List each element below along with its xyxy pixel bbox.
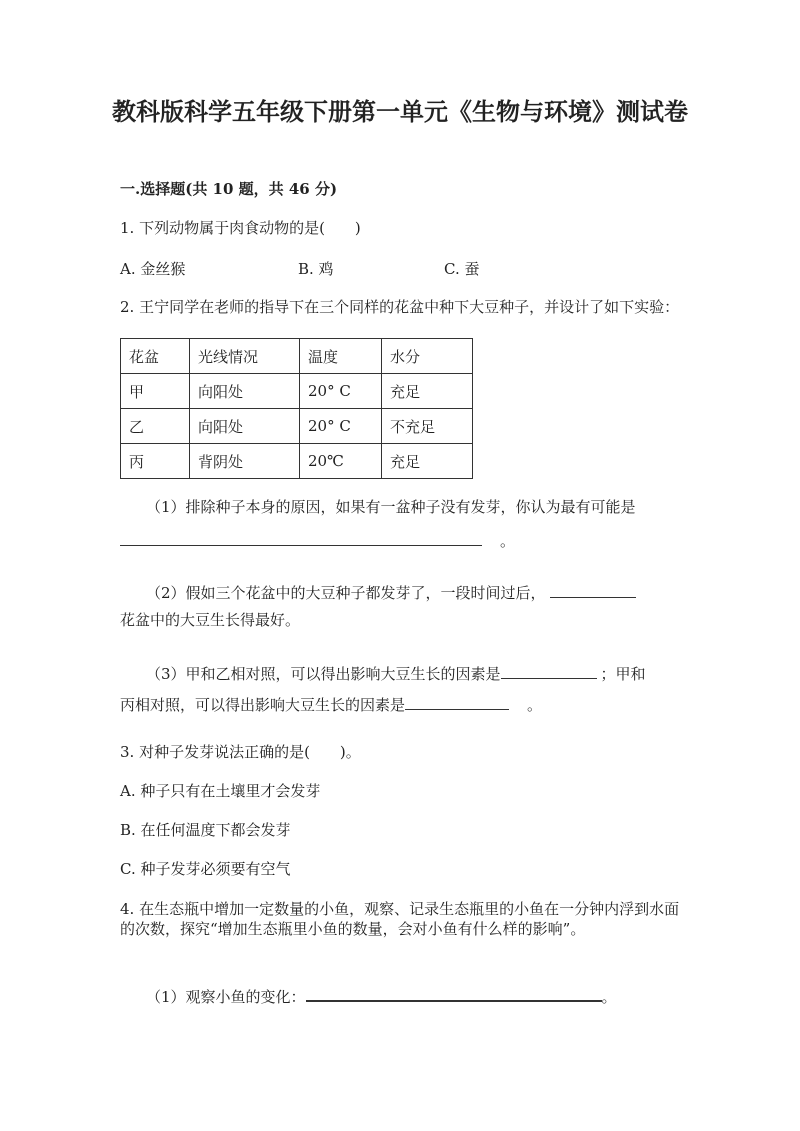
q2-sub2-text-a: （2）假如三个花盆中的大豆种子都发芽了，一段时间过后，: [146, 584, 546, 602]
table-row: [121, 409, 473, 444]
page-title: 教科版科学五年级下册第一单元《生物与环境》测试卷: [112, 97, 688, 126]
table-header-cell: 光线情况: [190, 339, 300, 374]
table-cell: 充足: [382, 374, 473, 409]
table-cell: 乙: [121, 409, 190, 444]
q1-option-a: A. 金丝猴: [120, 260, 186, 278]
table-header-cell: 水分: [382, 339, 473, 374]
table-header-cell: 温度: [300, 339, 382, 374]
table-header-cell: 花盆: [121, 339, 190, 374]
experiment-table: [120, 338, 473, 479]
table-cell: 丙: [121, 444, 190, 479]
q4-sub1-end: 。: [601, 988, 617, 1006]
section-heading: 一.选择题(共 10 题，共 46 分): [120, 180, 338, 198]
q1-option-c: C. 蚕: [444, 260, 480, 278]
q4-sub1-line: [146, 983, 617, 1008]
q3-option-a: A. 种子只有在土壤里才会发芽: [120, 782, 321, 800]
q4-sub1-text: （1）观察小鱼的变化：: [146, 988, 306, 1006]
q2-sub3-mid: ；甲和: [600, 665, 646, 683]
q2-sub1-text: （1）排除种子本身的原因，如果有一盆种子没有发芽，你认为最有可能是: [146, 498, 636, 516]
q2-sub2-line: [146, 580, 636, 604]
q2-stem: 2. 王宁同学在老师的指导下在三个同样的花盆中种下大豆种子，并设计了如下实验：: [120, 298, 680, 316]
answer-blank[interactable]: [501, 661, 597, 679]
table-cell: 甲: [121, 374, 190, 409]
table-cell: 20° C: [300, 409, 382, 444]
table-row: [121, 374, 473, 409]
q3-option-c: C. 种子发芽必须要有空气: [120, 860, 291, 878]
table-cell: 不充足: [382, 409, 473, 444]
q1-stem: 1. 下列动物属于肉食动物的是( ): [120, 219, 361, 237]
table-cell: 20° C: [300, 374, 382, 409]
table-header-row: [121, 339, 473, 374]
q2-sub3-text-b: 丙相对照，可以得出影响大豆生长的因素是: [120, 696, 406, 714]
table-cell: 背阴处: [190, 444, 300, 479]
table-cell: 20℃: [300, 444, 382, 479]
table-cell: 向阳处: [190, 409, 300, 444]
q2-sub3-text-a: （3）甲和乙相对照，可以得出影响大豆生长的因素是: [146, 665, 501, 683]
q3-option-b: B. 在任何温度下都会发芽: [120, 821, 291, 839]
answer-blank[interactable]: [306, 983, 602, 1002]
table-cell: 向阳处: [190, 374, 300, 409]
q2-sub3-end: 。: [527, 696, 543, 714]
answer-blank[interactable]: [120, 528, 482, 546]
q1-option-b: B. 鸡: [298, 260, 334, 278]
answer-blank[interactable]: [550, 580, 636, 598]
table-cell: 充足: [382, 444, 473, 479]
q2-sub3-line-a: [146, 661, 646, 685]
table-row: [121, 444, 473, 479]
q2-sub3-line-b: [120, 692, 542, 716]
q2-sub1-answer-line: [120, 528, 515, 552]
answer-blank[interactable]: [405, 692, 509, 710]
q4-stem: 4. 在生态瓶中增加一定数量的小鱼，观察、记录生态瓶里的小鱼在一分钟内浮到水面的次数，探究“增加生态瓶里小鱼的数量，会对小鱼有什么样的影响”。: [120, 900, 680, 938]
q2-sub2-text-b: 花盆中的大豆生长得最好。: [120, 611, 301, 629]
q2-sub1-end: 。: [500, 532, 516, 550]
q3-stem: 3. 对种子发芽说法正确的是( )。: [120, 743, 361, 761]
